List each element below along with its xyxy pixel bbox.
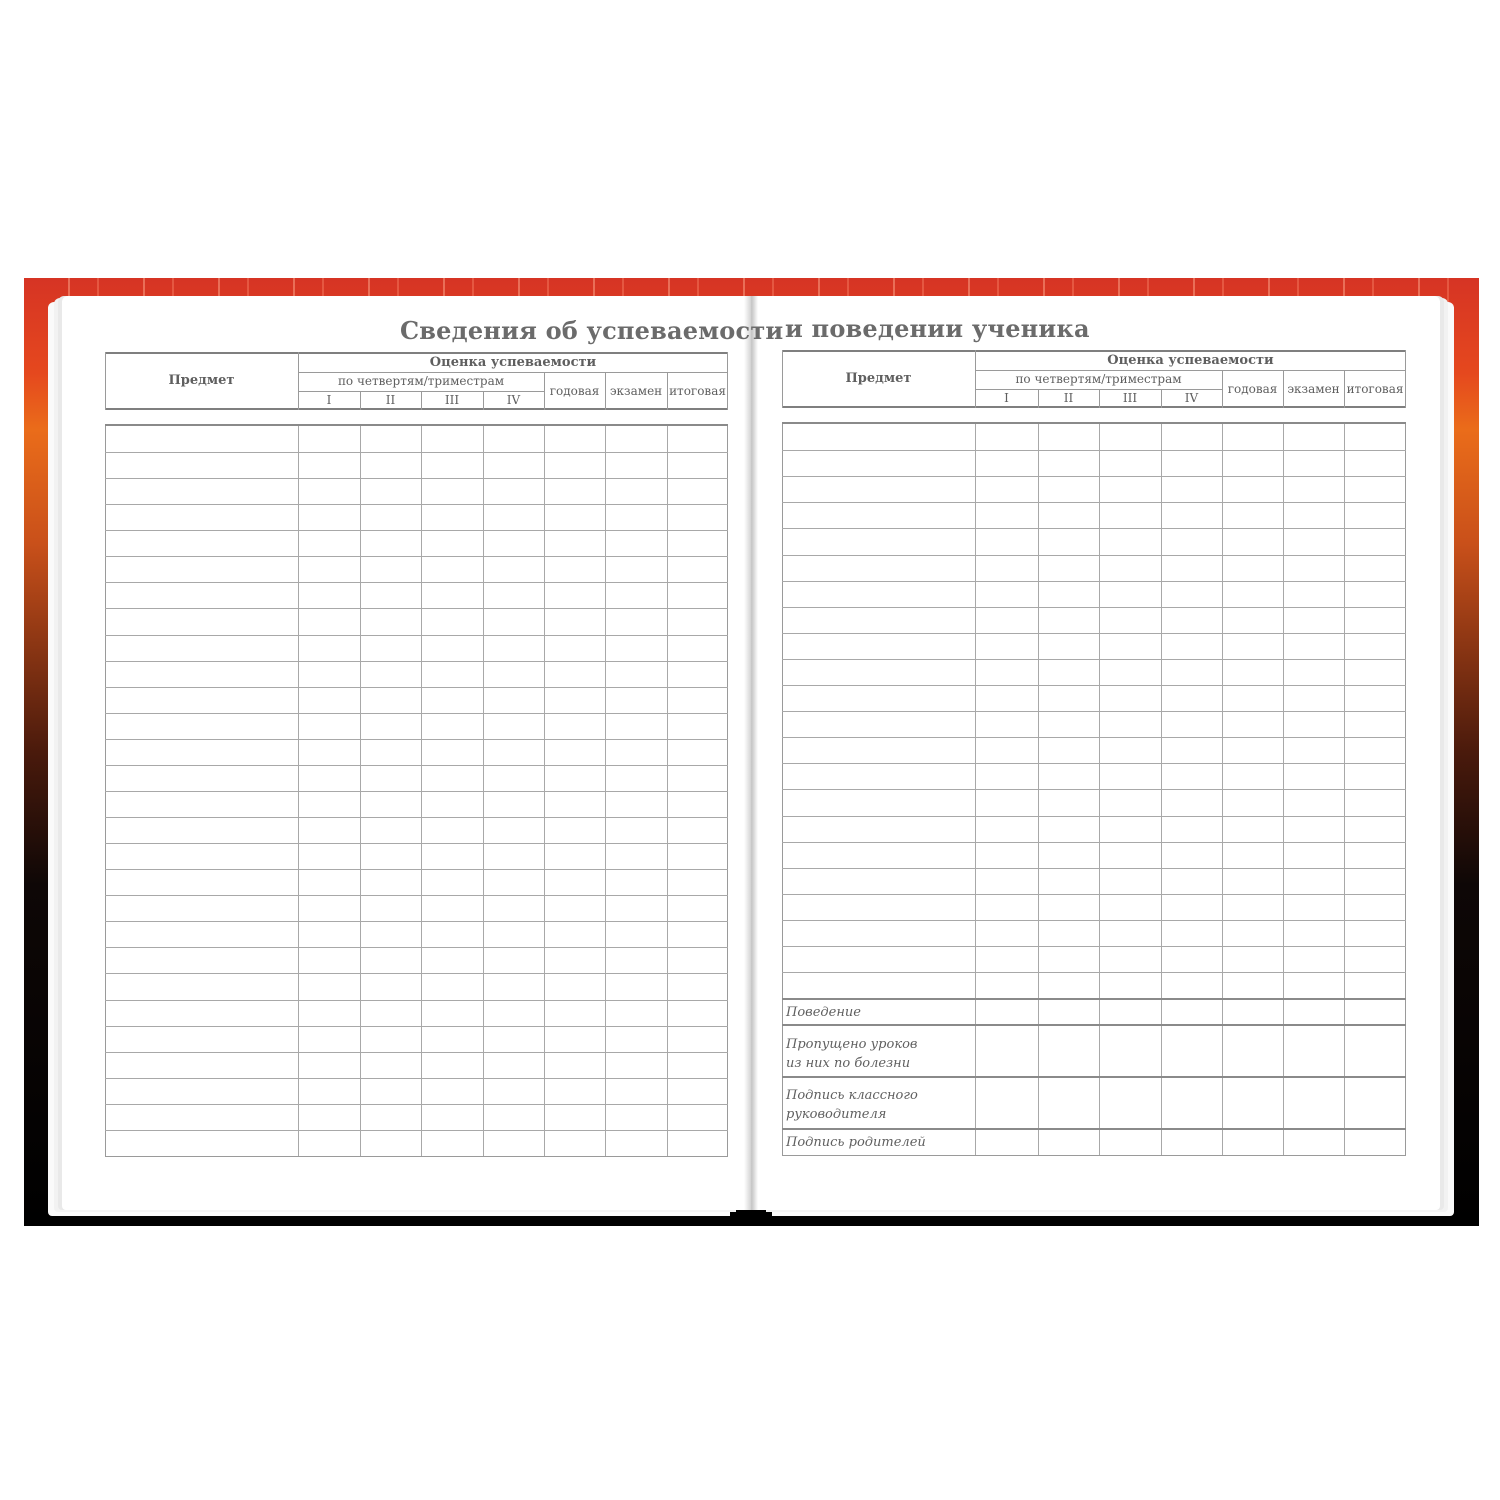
grid-row-line (782, 581, 1406, 582)
quarters-header: по четвертям/триместрам (337, 374, 505, 388)
page-title-right: и поведении ученика (785, 314, 1090, 343)
grid-row-line (105, 843, 728, 844)
subject-column-header: Предмет (168, 373, 235, 388)
grades-grid-left (105, 424, 728, 1157)
grades-table-header-right (782, 350, 1406, 408)
grades-grid-right (782, 422, 1406, 1156)
grid-row-line (105, 973, 728, 974)
grid-row-line (782, 633, 1406, 634)
missed-lessons-label (786, 1035, 917, 1073)
grid-row-line (105, 582, 728, 583)
grid-row-line (105, 1026, 728, 1027)
grid-row-line (105, 765, 728, 766)
grid-row-line (105, 1052, 728, 1053)
grid-row-line (105, 504, 728, 505)
grid-row-line (105, 1130, 728, 1131)
grid-row-line (782, 842, 1406, 843)
grid-row-line (105, 687, 728, 688)
section-divider-line (782, 1128, 1406, 1130)
grid-row-line (105, 452, 728, 453)
grid-row-line (782, 946, 1406, 947)
behavior-label: Поведение (786, 1005, 861, 1020)
assessment-header: Оценка успеваемости (429, 355, 597, 370)
grid-row-line (105, 947, 728, 948)
grid-row-line (782, 816, 1406, 817)
quarter-4-header: IV (506, 393, 521, 407)
grid-row-line (105, 635, 728, 636)
grid-row-line (782, 607, 1406, 608)
grid-row-line (782, 476, 1406, 477)
exam-column-header: экзамен (609, 384, 663, 398)
page-title-left: Сведения об успеваемости (400, 316, 784, 345)
grid-row-line (105, 1078, 728, 1079)
assessment-header: Оценка успеваемости (1107, 353, 1274, 368)
parents-signature-label: Подпись родителей (786, 1135, 926, 1150)
quarter-1-header: I (326, 393, 332, 407)
grades-table-header-left (105, 352, 728, 410)
missed-lessons-line-1: Пропущено уроков (786, 1037, 918, 1052)
quarter-3-header: III (444, 393, 460, 407)
quarter-2-header: II (385, 393, 396, 407)
grid-row-line (782, 685, 1406, 686)
quarter-2-header: II (1063, 391, 1074, 405)
grid-row-line (105, 530, 728, 531)
grid-row-line (105, 1104, 728, 1105)
grid-row-line (782, 789, 1406, 790)
teacher-signature-label (786, 1086, 918, 1124)
grid-row-line (105, 895, 728, 896)
grid-row-line (105, 869, 728, 870)
section-divider-line (782, 1024, 1406, 1026)
grid-row-line (782, 920, 1406, 921)
section-divider-line (782, 998, 1406, 1000)
grid-row-line (782, 972, 1406, 973)
grid-row-line (782, 711, 1406, 712)
quarters-header: по четвертям/триместрам (1015, 372, 1182, 386)
quarter-1-header: I (1004, 391, 1009, 405)
grid-row-line (105, 817, 728, 818)
quarter-3-header: III (1122, 391, 1138, 405)
grid-row-line (105, 608, 728, 609)
quarter-4-header: IV (1184, 391, 1199, 405)
annual-column-header: годовая (549, 384, 600, 398)
grid-row-line (782, 894, 1406, 895)
teacher-signature-line-2: руководителя (786, 1107, 887, 1122)
annual-column-header: годовая (1227, 382, 1278, 396)
grid-row-line (782, 868, 1406, 869)
grid-row-line (782, 659, 1406, 660)
grid-row-line (105, 556, 728, 557)
subject-column-header: Предмет (845, 371, 912, 386)
grid-row-line (105, 739, 728, 740)
section-divider-line (782, 1076, 1406, 1078)
missed-lessons-line-2: из них по болезни (786, 1056, 911, 1071)
grid-row-line (105, 478, 728, 479)
grid-row-line (105, 661, 728, 662)
grid-row-line (782, 737, 1406, 738)
grid-row-line (782, 555, 1406, 556)
grid-row-line (105, 1000, 728, 1001)
grid-row-line (782, 502, 1406, 503)
grid-row-line (105, 791, 728, 792)
final-column-header: итоговая (669, 384, 726, 398)
grid-row-line (782, 763, 1406, 764)
teacher-signature-line-1: Подпись классного (786, 1088, 918, 1103)
grid-row-line (782, 528, 1406, 529)
final-column-header: итоговая (1346, 382, 1404, 396)
grid-row-line (782, 450, 1406, 451)
book-gutter (744, 296, 758, 1210)
grid-row-line (105, 921, 728, 922)
exam-column-header: экзамен (1287, 382, 1340, 396)
grid-row-line (105, 713, 728, 714)
